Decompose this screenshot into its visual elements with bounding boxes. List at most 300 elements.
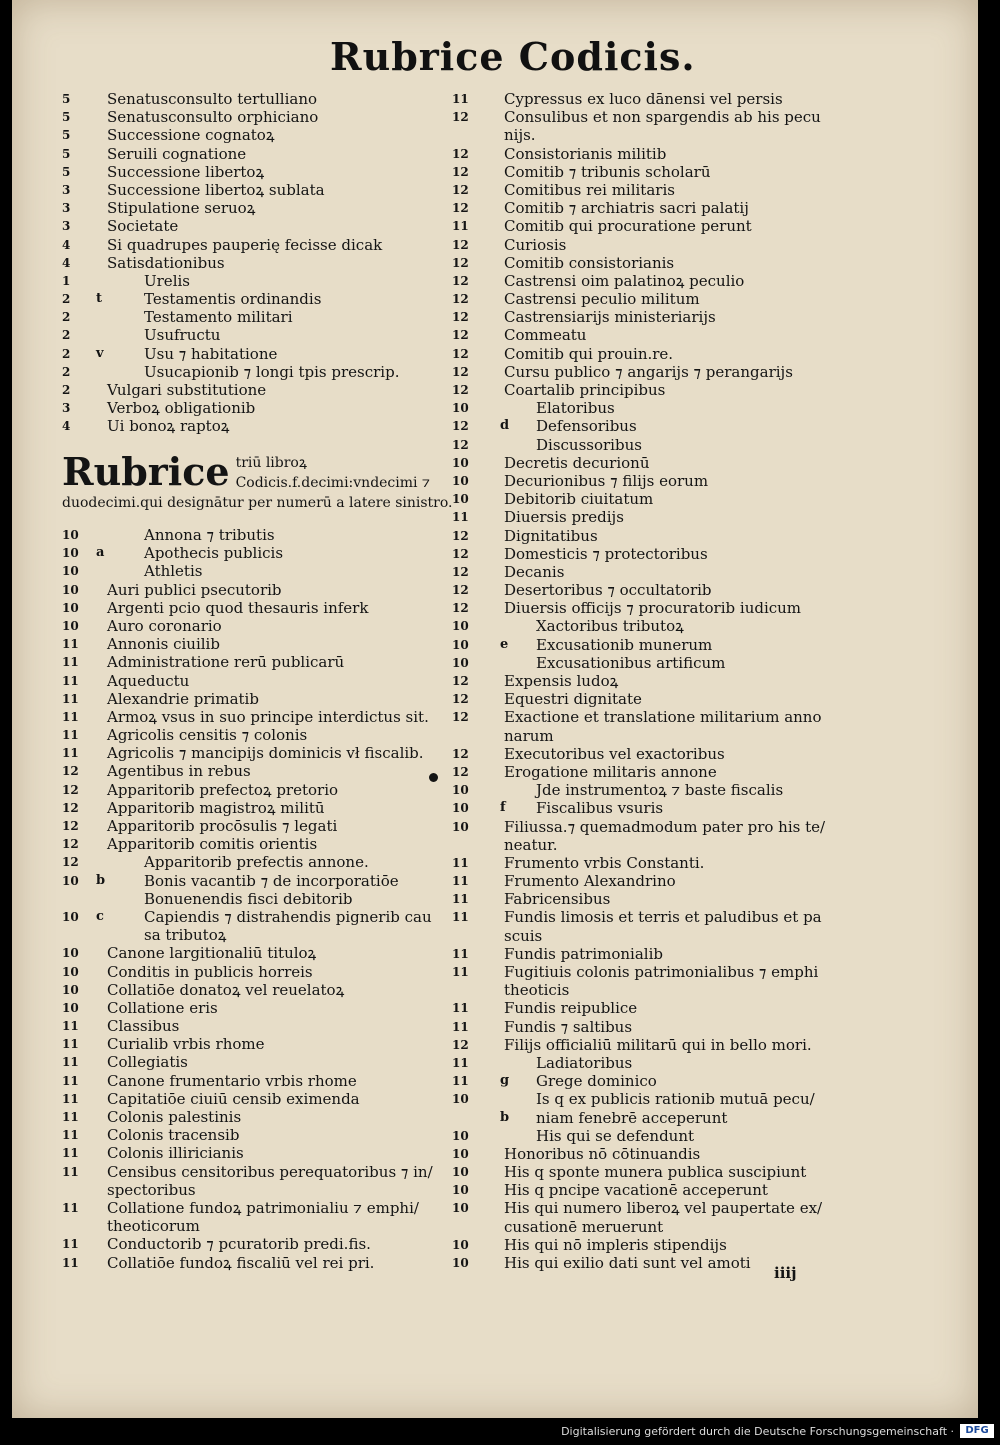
entry-title: Castrensi oim palatinoꝝ peculio: [504, 271, 745, 290]
entry-book-number: 12: [452, 328, 469, 343]
entry-book-number: 5: [62, 164, 71, 179]
index-entry: [62, 799, 462, 817]
index-entry: [62, 562, 462, 580]
entry-title: Usucapionib ⁊ longi tpis prescrip.: [144, 362, 400, 381]
entry-title: Grege dominico: [536, 1072, 657, 1091]
entry-book-number: 10: [62, 946, 79, 961]
index-entry: [452, 381, 872, 399]
index-entry: [62, 254, 462, 272]
subheading: [62, 449, 492, 512]
entry-letter: v: [96, 345, 104, 361]
index-entry: [62, 1072, 462, 1090]
entry-title: Filiussa.⁊ quemadmodum pater pro his te/: [504, 817, 826, 836]
entry-book-number: 11: [452, 965, 469, 979]
entry-book-number: 10: [452, 819, 469, 834]
entry-book-number: 12: [452, 564, 469, 579]
entry-book-number: 11: [62, 1255, 79, 1270]
entry-book-number: 10: [452, 1128, 469, 1143]
entry-letter: c: [96, 908, 104, 924]
index-entry: [62, 1053, 462, 1071]
entry-title: Comitib consistorianis: [504, 253, 675, 272]
index-entry: [62, 290, 462, 308]
index-entry: [62, 853, 462, 871]
entry-title: sa tributoꝝ: [144, 926, 227, 945]
entry-book-number: 10: [452, 1256, 469, 1270]
entry-book-number: 11: [452, 892, 469, 907]
index-entry: [452, 363, 872, 381]
index-entry: [62, 272, 462, 290]
entry-book-number: 2: [62, 346, 71, 361]
entry-book-number: 11: [62, 709, 79, 724]
entry-title: Successione libertoꝝ sublata: [107, 180, 325, 199]
right-index-column: [452, 90, 872, 1272]
entry-title: Apparitorib prefectis annone.: [144, 853, 369, 872]
entry-book-number: 10: [62, 909, 79, 924]
entry-book-number: 10: [452, 637, 469, 652]
entry-letter: a: [96, 545, 105, 561]
entry-book-number: 11: [62, 1237, 79, 1252]
entry-title: niam fenebrē acceperunt: [536, 1108, 728, 1127]
index-entry: [452, 908, 872, 926]
entry-title: Dignitatibus: [504, 526, 598, 545]
entry-title: Comitibus rei militaris: [504, 180, 675, 199]
entry-book-number: 12: [452, 710, 469, 725]
entry-book-number: 11: [452, 874, 469, 889]
left-index-column: [62, 90, 462, 436]
entry-title: Senatusconsulto tertulliano: [107, 90, 318, 108]
index-entry: [452, 163, 872, 181]
entry-book-number: 11: [62, 1164, 79, 1179]
index-entry: [62, 1235, 462, 1253]
entry-book-number: 11: [452, 1055, 469, 1070]
entry-book-number: 11: [452, 855, 469, 870]
entry-title: Capiendis ⁊ distrahendis pignerib cau: [144, 907, 432, 926]
entry-book-number: 2: [62, 292, 71, 307]
entry-letter: b: [500, 1109, 510, 1125]
entry-title: Senatusconsulto orphiciano: [107, 108, 319, 127]
ink-dot: [429, 773, 438, 782]
entry-title: Collatione fundoꝝ patrimonialiu ⁊ emphi/: [107, 1198, 419, 1217]
index-entry: [452, 345, 872, 363]
index-entry: [62, 744, 462, 762]
index-entry: [452, 1218, 872, 1236]
entry-title: Filijs officialiū militarū qui in bello mori.: [504, 1035, 812, 1054]
entry-title: Bonuenendis fisci debitorib: [144, 889, 353, 908]
entry-book-number: 12: [452, 346, 469, 361]
entry-book-number: 10: [452, 1201, 469, 1216]
entry-book-number: 12: [452, 1037, 469, 1052]
index-entry: [62, 399, 462, 417]
index-entry: [452, 126, 872, 144]
entry-book-number: 10: [452, 1165, 469, 1180]
entry-title: His q sponte munera publica suscipiunt: [504, 1163, 807, 1182]
entry-book-number: 11: [62, 637, 79, 652]
index-entry: [452, 1109, 872, 1127]
index-entry: [62, 581, 462, 599]
entry-title: Ui bonoꝝ raptoꝝ: [107, 417, 230, 436]
index-entry: [452, 836, 872, 854]
entry-title: Censibus censitoribus perequatoribus ⁊ in/: [107, 1162, 433, 1181]
entry-book-number: 11: [62, 746, 79, 761]
index-entry: [452, 399, 872, 417]
index-entry: [452, 581, 872, 599]
entry-title: Agricolis censitis ⁊ colonis: [107, 726, 308, 745]
index-entry: [452, 799, 872, 817]
entry-title: Fundis limosis et terris et paludibus et pa: [504, 908, 822, 927]
index-entry: [452, 854, 872, 872]
entry-title: Cursu publico ⁊ angarijs ⁊ perangarijs: [504, 362, 793, 381]
entry-book-number: 12: [452, 601, 469, 616]
entry-book-number: 10: [452, 1146, 469, 1161]
index-entry: [452, 290, 872, 308]
entry-title: Argenti pcio quod thesauris inferk: [107, 598, 369, 617]
entry-book-number: 5: [62, 146, 71, 161]
index-entry: [452, 236, 872, 254]
entry-book-number: 11: [62, 1055, 79, 1070]
entry-book-number: 10: [452, 1183, 469, 1198]
entry-book-number: 4: [62, 419, 71, 434]
index-entry: [62, 963, 462, 981]
entry-title: Usufructu: [144, 326, 221, 345]
entry-title: Canone frumentario vrbis rhome: [107, 1071, 357, 1090]
entry-book-number: 11: [452, 92, 469, 106]
entry-book-number: 12: [452, 364, 469, 379]
entry-title: Fugitiuis colonis patrimonialibus ⁊ emphi: [504, 963, 819, 981]
entry-title: Consulibus et non spargendis ab his pecu: [504, 108, 821, 127]
index-entry: [452, 563, 872, 581]
entry-book-number: 12: [452, 182, 469, 197]
index-entry: [452, 727, 872, 745]
entry-title: Debitorib ciuitatum: [504, 490, 654, 509]
entry-book-number: 12: [452, 419, 469, 434]
index-entry: [62, 1035, 462, 1053]
entry-book-number: 12: [62, 855, 79, 870]
entry-book-number: 2: [62, 364, 71, 379]
entry-title: Successione cognatoꝝ: [107, 126, 275, 145]
entry-book-number: 11: [452, 946, 469, 961]
entry-title: Armoꝝ vsus in suo principe interdictus sit.: [107, 707, 429, 726]
index-entry: [62, 944, 462, 962]
entry-title: Diuersis predijs: [504, 508, 624, 527]
entry-book-number: 10: [452, 1237, 469, 1252]
index-entry: [62, 1163, 462, 1181]
index-entry: [452, 308, 872, 326]
entry-title: Auri publici psecutorib: [107, 580, 282, 599]
entry-title: Bonis vacantib ⁊ de incorporatiōe: [144, 871, 399, 890]
dfg-logo[interactable]: DFG: [960, 1424, 994, 1438]
entry-book-number: 11: [452, 1019, 469, 1034]
index-entry: [62, 726, 462, 744]
entry-book-number: 12: [452, 583, 469, 598]
entry-book-number: 11: [62, 1073, 79, 1088]
entry-title: Colonis tracensib: [107, 1126, 240, 1145]
entry-book-number: 10: [452, 401, 469, 416]
entry-title: Apparitorib comitis orientis: [107, 835, 318, 854]
index-entry: [452, 654, 872, 672]
index-entry: [62, 1017, 462, 1035]
entry-book-number: 11: [452, 219, 469, 234]
entry-book-number: 10: [62, 982, 79, 997]
index-entry: [452, 527, 872, 545]
index-entry: [62, 236, 462, 254]
entry-title: Honoribus nō cōtinuandis: [504, 1144, 701, 1163]
entry-title: Commeatu: [504, 326, 587, 345]
entry-title: Collegiatis: [107, 1053, 188, 1072]
index-entry: [62, 526, 462, 544]
entry-book-number: 11: [62, 728, 79, 743]
index-entry: [62, 363, 462, 381]
entry-book-number: 11: [62, 1091, 79, 1106]
entry-book-number: 12: [452, 383, 469, 397]
index-entry: [452, 963, 872, 981]
index-entry: [62, 690, 462, 708]
entry-book-number: 10: [452, 801, 469, 816]
entry-title: Fiscalibus vsuris: [536, 799, 664, 818]
index-entry: [62, 308, 462, 326]
index-entry: [62, 981, 462, 999]
index-entry: [452, 417, 872, 435]
entry-book-number: 11: [62, 1146, 79, 1161]
index-entry: [62, 1108, 462, 1126]
entry-title: His qui numero liberoꝝ vel paupertate ex/: [504, 1199, 823, 1218]
index-entry: [452, 436, 872, 454]
entry-title: Collatiōe donatoꝝ vel reuelatoꝝ: [107, 980, 345, 999]
entry-book-number: 10: [62, 964, 79, 979]
entry-title: Desertoribus ⁊ occultatorib: [504, 581, 712, 600]
entry-title: Apparitorib magistroꝝ militū: [107, 798, 325, 817]
index-entry: [62, 217, 462, 235]
index-entry: [62, 181, 462, 199]
entry-book-number: 12: [452, 692, 469, 707]
entry-book-number: 10: [62, 1000, 79, 1015]
entry-title: nijs.: [504, 126, 536, 145]
entry-book-number: 12: [62, 782, 79, 797]
entry-title: Xactoribus tributoꝝ: [536, 617, 684, 636]
entry-book-number: 10: [452, 455, 469, 470]
entry-book-number: 5: [62, 128, 71, 143]
entry-book-number: 11: [62, 1110, 79, 1124]
entry-book-number: 12: [452, 292, 469, 307]
index-entry: [452, 999, 872, 1017]
entry-title: Fundis reipublice: [504, 999, 638, 1018]
index-entry: [452, 890, 872, 908]
entry-title: theoticorum: [107, 1217, 200, 1236]
entry-book-number: 12: [452, 546, 469, 561]
entry-title: His qui exilio dati sunt vel amoti: [504, 1254, 751, 1272]
index-entry: [452, 108, 872, 126]
entry-title: Athletis: [144, 562, 203, 581]
entry-title: theoticis: [504, 981, 570, 1000]
entry-book-number: 12: [452, 764, 469, 779]
entry-title: Diuersis officijs ⁊ procuratorib iudicum: [504, 599, 802, 618]
entry-letter: f: [500, 800, 506, 816]
entry-book-number: 10: [452, 1092, 469, 1107]
index-entry: [452, 272, 872, 290]
entry-book-number: 11: [452, 1001, 469, 1016]
entry-book-number: 12: [452, 201, 469, 216]
index-entry: [62, 599, 462, 617]
entry-title: Decurionibus ⁊ filijs eorum: [504, 471, 709, 490]
index-entry: [62, 926, 462, 944]
index-entry: [62, 672, 462, 690]
entry-book-number: 12: [62, 764, 79, 779]
index-entry: [62, 90, 462, 108]
entry-book-number: 11: [62, 1019, 79, 1034]
entry-title: Apparitorib prefectoꝝ pretorio: [107, 780, 339, 799]
index-entry: [452, 90, 872, 108]
entry-title: Agentibus in rebus: [107, 762, 251, 781]
index-entry: [62, 1254, 462, 1272]
index-entry: [452, 599, 872, 617]
entry-book-number: 11: [62, 1037, 79, 1052]
signature-mark: iiij: [774, 1264, 797, 1282]
entry-title: Ladiatoribus: [536, 1053, 633, 1072]
index-entry: [452, 1072, 872, 1090]
entry-book-number: 4: [62, 237, 71, 252]
entry-book-number: 10: [452, 473, 469, 488]
entry-title: Annonis ciuilib: [107, 635, 220, 654]
index-entry: [452, 745, 872, 763]
entry-book-number: 11: [452, 510, 469, 525]
entry-title: Castrensi peculio militum: [504, 290, 700, 309]
entry-title: Expensis ludoꝝ: [504, 672, 619, 690]
entry-book-number: 2: [62, 328, 71, 343]
entry-book-number: 10: [62, 618, 79, 633]
index-entry: [452, 545, 872, 563]
entry-book-number: 12: [452, 273, 469, 288]
entry-book-number: 2: [62, 383, 71, 397]
entry-book-number: 10: [62, 528, 79, 542]
entry-title: Stipulatione seruoꝝ: [107, 199, 256, 218]
entry-book-number: 5: [62, 110, 71, 125]
entry-title: Verboꝝ obligationib: [107, 399, 256, 418]
entry-book-number: 12: [452, 746, 469, 761]
entry-title: Societate: [107, 217, 179, 236]
entry-letter: t: [96, 291, 103, 307]
index-entry: [452, 1127, 872, 1145]
entry-book-number: 10: [62, 600, 79, 615]
index-entry: [62, 872, 462, 890]
entry-title: Agricolis ⁊ mancipijs dominicis vł fiscalib.: [107, 744, 424, 763]
entry-title: Fabricensibus: [504, 890, 611, 909]
index-entry: [452, 1145, 872, 1163]
entry-book-number: 12: [62, 837, 79, 852]
entry-title: cusationē meruerunt: [504, 1217, 664, 1236]
index-entry: [452, 945, 872, 963]
entry-title: Executoribus vel exactoribus: [504, 744, 725, 763]
index-entry: [62, 1126, 462, 1144]
entry-title: Comitib ⁊ archiatris sacri palatij: [504, 199, 749, 218]
entry-title: Collatiōe fundoꝝ fiscaliū vel rei pri.: [107, 1253, 375, 1272]
entry-title: Testamento militari: [144, 308, 293, 327]
entry-book-number: 10: [62, 564, 79, 579]
index-entry: [452, 1181, 872, 1199]
entry-title: Excusationibus artificum: [536, 653, 726, 672]
index-entry: [62, 999, 462, 1017]
index-entry: [62, 544, 462, 562]
index-entry: [452, 145, 872, 163]
index-entry: [452, 708, 872, 726]
entry-book-number: 11: [452, 910, 469, 925]
index-entry: [452, 690, 872, 708]
entry-title: His qui se defendunt: [536, 1126, 695, 1145]
page-title: Rubrice Codicis.: [330, 34, 696, 79]
entry-book-number: 10: [62, 873, 79, 888]
entry-book-number: 11: [452, 1074, 469, 1089]
entry-title: Is q ex publicis rationib mutuā pecu/: [536, 1090, 815, 1109]
index-entry: [452, 490, 872, 508]
entry-title: Curiosis: [504, 235, 567, 254]
entry-book-number: 12: [62, 800, 79, 815]
index-entry: [62, 653, 462, 671]
entry-book-number: 3: [62, 219, 71, 234]
entry-title: spectoribus: [107, 1180, 196, 1199]
index-entry: [62, 1199, 462, 1217]
entry-title: Comitib qui procuratione perunt: [504, 217, 752, 236]
entry-title: Decanis: [504, 562, 565, 581]
index-entry: [62, 708, 462, 726]
index-entry: [452, 454, 872, 472]
entry-title: Collatione eris: [107, 998, 218, 1017]
entry-book-number: 11: [62, 1128, 79, 1143]
index-entry: [62, 381, 462, 399]
entry-letter: g: [500, 1073, 510, 1089]
entry-title: Administratione rerū publicarū: [107, 653, 345, 672]
entry-book-number: 12: [452, 674, 469, 688]
entry-book-number: 2: [62, 310, 71, 325]
entry-book-number: 12: [452, 310, 469, 325]
entry-title: Alexandrie primatib: [107, 689, 259, 708]
entry-book-number: 12: [62, 819, 79, 833]
entry-title: Colonis illiricianis: [107, 1144, 244, 1163]
entry-book-number: 4: [62, 255, 71, 270]
index-entry: [62, 762, 462, 780]
entry-book-number: 12: [452, 255, 469, 270]
entry-book-number: 11: [62, 691, 79, 706]
entry-book-number: 11: [62, 673, 79, 688]
entry-title: scuis: [504, 926, 543, 945]
entry-title: Testamentis ordinandis: [144, 290, 322, 309]
index-entry: [452, 763, 872, 781]
entry-title: neatur.: [504, 835, 558, 854]
index-entry: [62, 108, 462, 126]
entry-title: Fundis patrimonialib: [504, 944, 663, 963]
entry-title: Apparitorib procōsulis ⁊ legati: [107, 817, 338, 835]
index-entry: [62, 781, 462, 799]
entry-title: His q pncipe vacationē acceperunt: [504, 1181, 768, 1200]
entry-title: Curialib vrbis rhome: [107, 1035, 265, 1054]
entry-title: Excusationib munerum: [536, 635, 713, 654]
entry-title: Apothecis publicis: [144, 544, 284, 563]
index-entry: [62, 1090, 462, 1108]
entry-title: Exactione et translatione militarium anno: [504, 708, 822, 727]
entry-title: Aqueductu: [107, 671, 190, 690]
index-entry: [62, 908, 462, 926]
entry-book-number: 3: [62, 401, 71, 416]
index-entry: [452, 1090, 872, 1108]
entry-book-number: 10: [452, 619, 469, 634]
subheading-text: triū libroꝝ Codicis.f.decimi:vndecimi ⁊ duodecimi.qui designātur per numerū a latere sinistro.: [62, 455, 453, 511]
entry-title: Comitib qui prouin.re.: [504, 344, 674, 363]
index-entry: [452, 508, 872, 526]
index-entry: [62, 890, 462, 908]
entry-title: Frumento Alexandrino: [504, 872, 676, 891]
entry-title: Canone largitionaliū tituloꝝ: [107, 944, 317, 963]
entry-title: Conductorib ⁊ pcuratorib predi.fis.: [107, 1235, 371, 1254]
index-entry: [452, 472, 872, 490]
index-entry: [452, 1036, 872, 1054]
entry-title: Erogatione militaris annone: [504, 762, 717, 781]
